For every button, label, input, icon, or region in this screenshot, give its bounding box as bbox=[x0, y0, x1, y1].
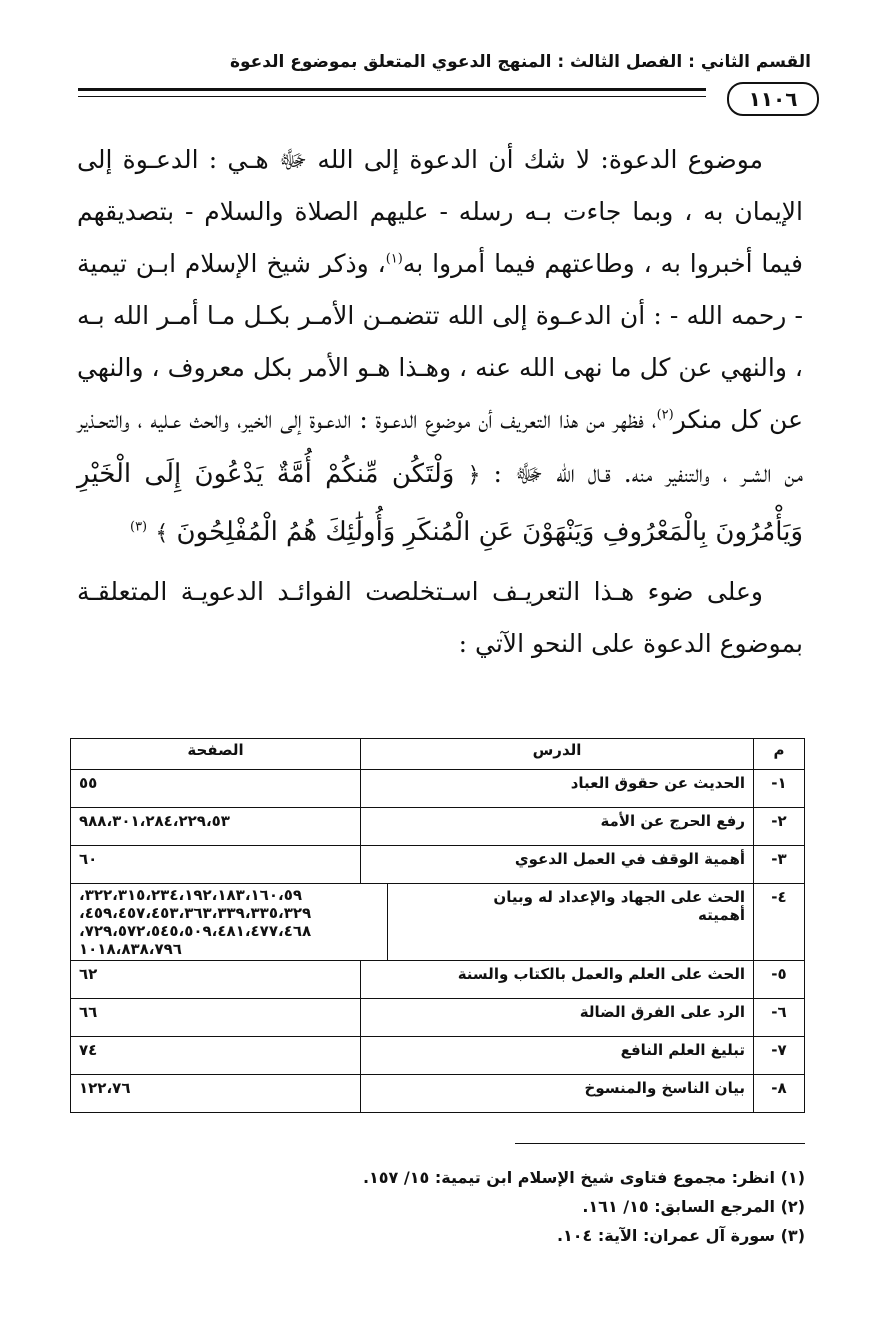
row-lesson-with-pages bbox=[71, 884, 754, 961]
row-pages: ٩٨٨،٣٠١،٢٨٤،٢٢٩،٥٣ bbox=[71, 808, 361, 846]
row-lesson: الحث على الجهاد والإعداد له وبيان أهميته bbox=[493, 888, 745, 924]
row-lesson: تبليغ العلم النافع bbox=[361, 1037, 754, 1075]
row-lesson: الرد على الفرق الضالة bbox=[361, 999, 754, 1037]
row-num: ٤- bbox=[754, 884, 805, 961]
pages-line: ١٠١٨،٨٣٨،٧٩٦ bbox=[79, 940, 182, 958]
table-row bbox=[71, 1037, 805, 1075]
verse-close-bracket: ﴾ bbox=[155, 521, 169, 546]
pages-line: ٣٢٢،٣١٥،٢٣٤،١٩٢،١٨٣،١٦٠،٥٩، bbox=[79, 886, 302, 904]
running-head: القسم الثاني : الفصل الثالث : المنهج الدعوي المتعلق بموضوع الدعوة bbox=[229, 52, 811, 72]
row-pages: ٦٠ bbox=[71, 846, 361, 884]
pages-line: ٧٢٩،٥٧٢،٥٤٥،٥٠٩،٤٨١،٤٧٧،٤٦٨، bbox=[79, 922, 312, 940]
row-num: ٦- bbox=[754, 999, 805, 1037]
footnote-2: (٢) المرجع السابق: ١٥/ ١٦١. bbox=[582, 1197, 805, 1216]
row-lesson: الحث على العلم والعمل بالكتاب والسنة bbox=[361, 961, 754, 999]
lessons-table bbox=[70, 738, 805, 1113]
row-lesson: رفع الحرج عن الأمة bbox=[361, 808, 754, 846]
verse-open-bracket: ﴿ bbox=[467, 463, 481, 488]
table-row bbox=[71, 999, 805, 1037]
header-lesson: الدرس bbox=[361, 739, 754, 770]
row-num: ٢- bbox=[754, 808, 805, 846]
row-lesson: بيان الناسخ والمنسوخ bbox=[361, 1075, 754, 1113]
page-number: ١١٠٦ bbox=[727, 82, 819, 116]
header-num: م bbox=[754, 739, 805, 770]
footnote-ref-2[interactable]: (٢) bbox=[656, 407, 674, 423]
paragraph-text: ، وذكر شيخ الإسلام ابـن تيمية - رحمه الله - : أن الدعـوة إلى الله تتضمـن الأمـر بكـل مـا أمـر الله بـه ، والنهي عن كل ما نهى الله عنه ، وهـذا هـو الأمر بكل معروف ، والنهي عن كل منكر bbox=[77, 249, 803, 434]
split-cell bbox=[71, 884, 753, 960]
row-pages: ٥٥ bbox=[71, 770, 361, 808]
header-rule bbox=[78, 88, 706, 97]
row-pages: ١٢٢،٧٦ bbox=[71, 1075, 361, 1113]
paragraph-text: وعلى ضوء هـذا التعريـف اسـتخلصت الفوائـد الدعويـة المتعلقـة بموضوع الدعوة على النحو الآتي : bbox=[77, 577, 803, 658]
footnote-rule bbox=[515, 1143, 805, 1144]
footnote-3: (٣) سورة آل عمران: الآية: ١٠٤. bbox=[556, 1226, 805, 1245]
table-row bbox=[71, 846, 805, 884]
row-lesson: الحديث عن حقوق العباد bbox=[361, 770, 754, 808]
footnote-ref-3[interactable]: (٣) bbox=[129, 519, 148, 535]
row-num: ٥- bbox=[754, 961, 805, 999]
table-row bbox=[71, 770, 805, 808]
row-num: ٨- bbox=[754, 1075, 805, 1113]
row-lesson: أهمية الوقف في العمل الدعوي bbox=[361, 846, 754, 884]
table-row bbox=[71, 1075, 805, 1113]
row-num: ١- bbox=[754, 770, 805, 808]
row-pages: ٦٦ bbox=[71, 999, 361, 1037]
paragraph-intro bbox=[77, 566, 803, 670]
header-pages: الصفحة bbox=[71, 739, 361, 770]
table-row bbox=[71, 808, 805, 846]
table-header-row bbox=[71, 739, 805, 770]
main-text bbox=[77, 134, 803, 670]
paragraph-definition bbox=[77, 134, 803, 562]
row-num: ٧- bbox=[754, 1037, 805, 1075]
row-pages-multiline bbox=[71, 884, 388, 960]
table-row bbox=[71, 961, 805, 999]
row-pages: ٧٤ bbox=[71, 1037, 361, 1075]
paragraph-text: موضوع الدعوة: لا شك أن الدعوة إلى الله ﷻ هـي : الدعـوة إلى الإيمان به ، وبما جاءت بـه رسله - عليهم الصلاة والسلام - بتصديقهم فيما أخبروا به ، وطاعتهم فيما أمروا به bbox=[77, 145, 803, 278]
row-pages: ٦٢ bbox=[71, 961, 361, 999]
footnote-ref-1[interactable]: (١) bbox=[385, 251, 403, 267]
table-row bbox=[71, 884, 805, 961]
paragraph-text: ، فظهر من هذا التعريف أن موضوع الدعـوة : الدعـوة إلى الخير، والحث عـليه ، والتحـذير من الشـر ، والتنفير منه. قـال الله ﷻ : bbox=[77, 405, 803, 488]
footnotes bbox=[205, 1163, 805, 1250]
pages-line: ٤٥٩،٤٥٧،٤٥٣،٣٦٣،٣٣٩،٣٣٥،٣٢٩، bbox=[79, 904, 312, 922]
row-num: ٣- bbox=[754, 846, 805, 884]
verse-text: وَلْتَكُن مِّنكُمْ أُمَّةٌ يَدْعُونَ إِلَى الْخَيْرِ وَيَأْمُرُونَ بِالْمَعْرُوفِ وَيَنْهَوْنَ عَنِ الْمُنكَرِ وَأُولَٰئِكَ هُمُ الْمُفْلِحُونَ bbox=[77, 459, 803, 547]
footnote-1: (١) انظر: مجموع فتاوى شيخ الإسلام ابن تيمية: ١٥/ ١٥٧. bbox=[362, 1168, 805, 1187]
